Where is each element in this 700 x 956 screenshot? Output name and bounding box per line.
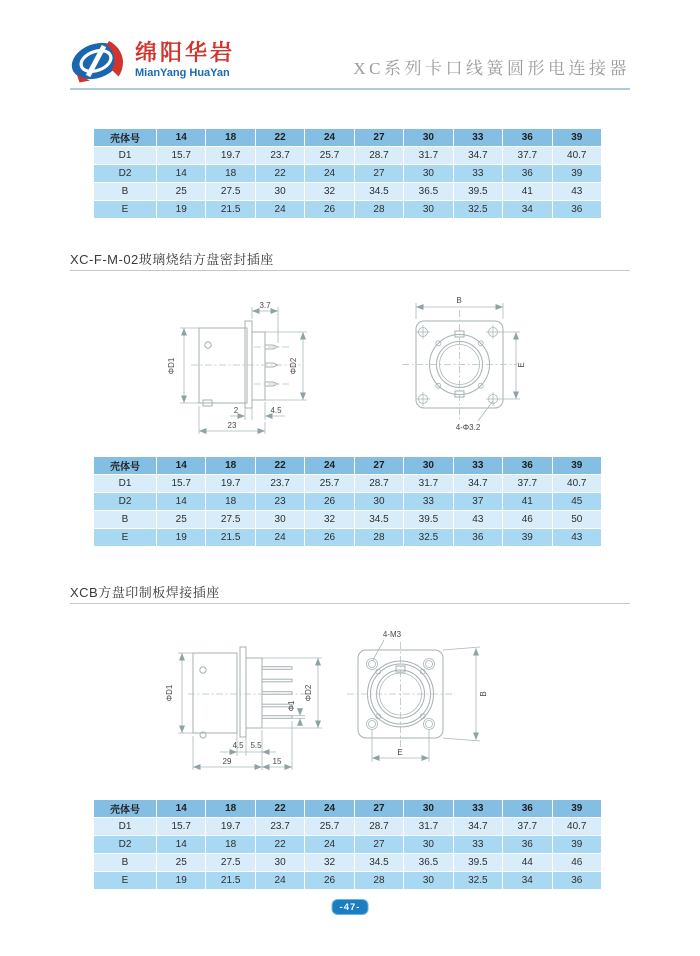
row-label: B bbox=[94, 854, 157, 872]
table-cell: 40.7 bbox=[552, 147, 602, 165]
table-row bbox=[94, 201, 602, 219]
table-cell: 24 bbox=[255, 201, 304, 219]
table-cell: 19 bbox=[157, 872, 206, 890]
hole-callout: 4-M3 bbox=[382, 630, 402, 639]
table-cell: 19.7 bbox=[206, 475, 255, 493]
table-col-header: 36 bbox=[503, 800, 552, 818]
table-cell: 39 bbox=[552, 836, 602, 854]
table-header-row bbox=[94, 800, 602, 818]
dim-label: 23 bbox=[227, 421, 237, 430]
table-col-header: 18 bbox=[206, 800, 255, 818]
table-cell: 37.7 bbox=[503, 475, 552, 493]
table-row bbox=[94, 165, 602, 183]
table-header-row bbox=[94, 457, 602, 475]
table-col-header: 33 bbox=[453, 800, 502, 818]
dim-label: B bbox=[479, 691, 488, 697]
table-cell: 46 bbox=[552, 854, 602, 872]
table-cell: 46 bbox=[503, 511, 552, 529]
table-cell: 33 bbox=[453, 836, 502, 854]
table-cell: 32.5 bbox=[453, 201, 502, 219]
table-col-header: 24 bbox=[305, 800, 354, 818]
dim-label: Φ1 bbox=[287, 700, 296, 712]
table-cell: 21.5 bbox=[206, 529, 255, 547]
table-col-header: 39 bbox=[552, 457, 602, 475]
table-cell: 32 bbox=[305, 854, 354, 872]
table-row bbox=[94, 872, 602, 890]
table-cell: 30 bbox=[404, 872, 453, 890]
row-label: E bbox=[94, 872, 157, 890]
table-cell: 14 bbox=[157, 836, 206, 854]
table-cell: 36.5 bbox=[404, 854, 453, 872]
table-cell: 37 bbox=[453, 493, 502, 511]
table-cell: 25.7 bbox=[305, 818, 354, 836]
dim-label: 4.5 bbox=[270, 406, 282, 415]
table-cell: 24 bbox=[255, 872, 304, 890]
table-cell: 34 bbox=[503, 872, 552, 890]
table-cell: 34.7 bbox=[453, 475, 502, 493]
company-logo-icon bbox=[70, 36, 126, 84]
table-cell: 36 bbox=[552, 872, 602, 890]
logo-english-name: MianYang HuaYan bbox=[135, 67, 230, 80]
dim-label: 3.7 bbox=[259, 301, 271, 310]
table-cell: 43 bbox=[453, 511, 502, 529]
table-col-header: 27 bbox=[354, 457, 403, 475]
table-cell: 15.7 bbox=[157, 147, 206, 165]
table-col-header: 22 bbox=[255, 457, 304, 475]
table-cell: 32 bbox=[305, 183, 354, 201]
row-label: D1 bbox=[94, 147, 157, 165]
table-cell: 25 bbox=[157, 854, 206, 872]
dim-label: 15 bbox=[272, 757, 282, 766]
table-cell: 36 bbox=[503, 836, 552, 854]
table-cell: 32.5 bbox=[453, 872, 502, 890]
table-cell: 24 bbox=[305, 836, 354, 854]
row-label: B bbox=[94, 511, 157, 529]
table-cell: 34.7 bbox=[453, 818, 502, 836]
table-cell: 30 bbox=[255, 183, 304, 201]
table-cell: 36 bbox=[503, 165, 552, 183]
table-cell: 19 bbox=[157, 529, 206, 547]
table-corner-header: 壳体号 bbox=[94, 129, 157, 147]
diagram-1-front-view bbox=[390, 290, 550, 442]
table-cell: 22 bbox=[255, 836, 304, 854]
table-cell: 27 bbox=[354, 836, 403, 854]
table-cell: 28.7 bbox=[354, 475, 403, 493]
table-cell: 26 bbox=[305, 493, 354, 511]
dim-label: 4.5 bbox=[232, 741, 244, 750]
dim-label: E bbox=[517, 362, 526, 368]
table-cell: 28 bbox=[354, 529, 403, 547]
table-row bbox=[94, 818, 602, 836]
table-cell: 23.7 bbox=[255, 475, 304, 493]
table-cell: 24 bbox=[305, 165, 354, 183]
diagram-2-side-view bbox=[150, 618, 370, 778]
table-row bbox=[94, 493, 602, 511]
table-cell: 30 bbox=[404, 201, 453, 219]
table-cell: 43 bbox=[552, 183, 602, 201]
row-label: D2 bbox=[94, 836, 157, 854]
table-col-header: 33 bbox=[453, 129, 502, 147]
table-cell: 40.7 bbox=[552, 475, 602, 493]
table-cell: 24 bbox=[255, 529, 304, 547]
table-cell: 34.5 bbox=[354, 854, 403, 872]
section-title-2: XCB方盘印制板焊接插座 bbox=[70, 585, 220, 600]
dimension-table-2 bbox=[93, 456, 602, 547]
section-rule-1 bbox=[70, 270, 630, 271]
table-cell: 19.7 bbox=[206, 818, 255, 836]
table-cell: 36.5 bbox=[404, 183, 453, 201]
table-cell: 32 bbox=[305, 511, 354, 529]
dim-label: 2 bbox=[233, 406, 239, 415]
table-row bbox=[94, 475, 602, 493]
table-cell: 27 bbox=[354, 165, 403, 183]
table-col-header: 27 bbox=[354, 800, 403, 818]
table-cell: 30 bbox=[255, 854, 304, 872]
table-cell: 30 bbox=[404, 836, 453, 854]
row-label: D1 bbox=[94, 818, 157, 836]
table-cell: 23.7 bbox=[255, 147, 304, 165]
table-col-header: 14 bbox=[157, 800, 206, 818]
table-col-header: 30 bbox=[404, 457, 453, 475]
diagram-2-front-view bbox=[345, 622, 505, 774]
dimension-table-3 bbox=[93, 799, 602, 890]
table-cell: 18 bbox=[206, 836, 255, 854]
table-cell: 44 bbox=[503, 854, 552, 872]
table-cell: 15.7 bbox=[157, 818, 206, 836]
table-row bbox=[94, 183, 602, 201]
row-label: E bbox=[94, 529, 157, 547]
table-cell: 33 bbox=[404, 493, 453, 511]
table-cell: 34.7 bbox=[453, 147, 502, 165]
dim-label: ΦD1 bbox=[165, 684, 174, 702]
logo-chinese-name: 绵阳华岩 bbox=[135, 39, 236, 65]
table-corner-header: 壳体号 bbox=[94, 800, 157, 818]
table-cell: 21.5 bbox=[206, 201, 255, 219]
table-cell: 36 bbox=[552, 201, 602, 219]
table-cell: 37.7 bbox=[503, 147, 552, 165]
table-cell: 25.7 bbox=[305, 147, 354, 165]
table-cell: 23 bbox=[255, 493, 304, 511]
table-cell: 39.5 bbox=[453, 183, 502, 201]
dim-label: E bbox=[397, 748, 403, 757]
dim-label: 29 bbox=[222, 757, 232, 766]
table-col-header: 39 bbox=[552, 800, 602, 818]
table-cell: 28 bbox=[354, 872, 403, 890]
diagram-1-side-view bbox=[155, 288, 365, 440]
table-row bbox=[94, 836, 602, 854]
table-cell: 34.5 bbox=[354, 511, 403, 529]
table-col-header: 33 bbox=[453, 457, 502, 475]
page-number-badge: -47- bbox=[332, 899, 369, 915]
dim-label: ΦD2 bbox=[304, 684, 313, 702]
table-col-header: 14 bbox=[157, 457, 206, 475]
table-cell: 27.5 bbox=[206, 511, 255, 529]
table-cell: 26 bbox=[305, 872, 354, 890]
table-cell: 27.5 bbox=[206, 183, 255, 201]
table-cell: 36 bbox=[453, 529, 502, 547]
table-cell: 39 bbox=[552, 165, 602, 183]
table-cell: 21.5 bbox=[206, 872, 255, 890]
table-header-row bbox=[94, 129, 602, 147]
table-col-header: 30 bbox=[404, 129, 453, 147]
table-cell: 27.5 bbox=[206, 854, 255, 872]
table-cell: 39.5 bbox=[453, 854, 502, 872]
table-cell: 14 bbox=[157, 493, 206, 511]
table-col-header: 36 bbox=[503, 129, 552, 147]
table-cell: 30 bbox=[255, 511, 304, 529]
table-cell: 31.7 bbox=[404, 147, 453, 165]
dimension-table-1 bbox=[93, 128, 602, 219]
table-col-header: 27 bbox=[354, 129, 403, 147]
table-cell: 19.7 bbox=[206, 147, 255, 165]
table-col-header: 22 bbox=[255, 800, 304, 818]
table-col-header: 39 bbox=[552, 129, 602, 147]
hole-callout: 4-Φ3.2 bbox=[455, 423, 481, 432]
table-cell: 30 bbox=[354, 493, 403, 511]
table-col-header: 36 bbox=[503, 457, 552, 475]
table-cell: 26 bbox=[305, 201, 354, 219]
table-cell: 25 bbox=[157, 511, 206, 529]
table-col-header: 22 bbox=[255, 129, 304, 147]
dim-label: ΦD1 bbox=[167, 357, 176, 375]
table-row bbox=[94, 854, 602, 872]
table-row bbox=[94, 511, 602, 529]
table-cell: 26 bbox=[305, 529, 354, 547]
table-cell: 31.7 bbox=[404, 818, 453, 836]
table-cell: 31.7 bbox=[404, 475, 453, 493]
table-col-header: 18 bbox=[206, 457, 255, 475]
table-cell: 41 bbox=[503, 493, 552, 511]
table-cell: 25 bbox=[157, 183, 206, 201]
table-corner-header: 壳体号 bbox=[94, 457, 157, 475]
table-cell: 39 bbox=[503, 529, 552, 547]
table-cell: 43 bbox=[552, 529, 602, 547]
table-col-header: 30 bbox=[404, 800, 453, 818]
row-label: D2 bbox=[94, 165, 157, 183]
table-cell: 28.7 bbox=[354, 818, 403, 836]
table-cell: 14 bbox=[157, 165, 206, 183]
table-cell: 25.7 bbox=[305, 475, 354, 493]
section-rule-2 bbox=[70, 603, 630, 604]
table-row bbox=[94, 529, 602, 547]
dim-label: ΦD2 bbox=[289, 357, 298, 375]
table-col-header: 24 bbox=[305, 457, 354, 475]
table-cell: 45 bbox=[552, 493, 602, 511]
row-label: D1 bbox=[94, 475, 157, 493]
table-cell: 50 bbox=[552, 511, 602, 529]
table-col-header: 18 bbox=[206, 129, 255, 147]
page-header bbox=[70, 30, 630, 90]
row-label: E bbox=[94, 201, 157, 219]
dim-label: B bbox=[456, 296, 462, 305]
row-label: D2 bbox=[94, 493, 157, 511]
series-title: XC系列卡口线簧圆形电连接器 bbox=[353, 59, 630, 78]
table-cell: 39.5 bbox=[404, 511, 453, 529]
dim-label: 5.5 bbox=[250, 741, 262, 750]
table-cell: 19 bbox=[157, 201, 206, 219]
company-logo bbox=[70, 36, 235, 88]
table-cell: 32.5 bbox=[404, 529, 453, 547]
table-cell: 22 bbox=[255, 165, 304, 183]
table-cell: 18 bbox=[206, 165, 255, 183]
table-cell: 34 bbox=[503, 201, 552, 219]
table-cell: 18 bbox=[206, 493, 255, 511]
table-col-header: 24 bbox=[305, 129, 354, 147]
table-cell: 33 bbox=[453, 165, 502, 183]
table-cell: 23.7 bbox=[255, 818, 304, 836]
table-cell: 30 bbox=[404, 165, 453, 183]
table-cell: 34.5 bbox=[354, 183, 403, 201]
table-row bbox=[94, 147, 602, 165]
table-cell: 37.7 bbox=[503, 818, 552, 836]
table-cell: 28.7 bbox=[354, 147, 403, 165]
table-cell: 28 bbox=[354, 201, 403, 219]
logo-text-block bbox=[135, 41, 235, 79]
row-label: B bbox=[94, 183, 157, 201]
section-title-1: XC-F-M-02玻璃烧结方盘密封插座 bbox=[70, 252, 274, 267]
table-cell: 15.7 bbox=[157, 475, 206, 493]
table-col-header: 14 bbox=[157, 129, 206, 147]
table-cell: 41 bbox=[503, 183, 552, 201]
table-cell: 40.7 bbox=[552, 818, 602, 836]
